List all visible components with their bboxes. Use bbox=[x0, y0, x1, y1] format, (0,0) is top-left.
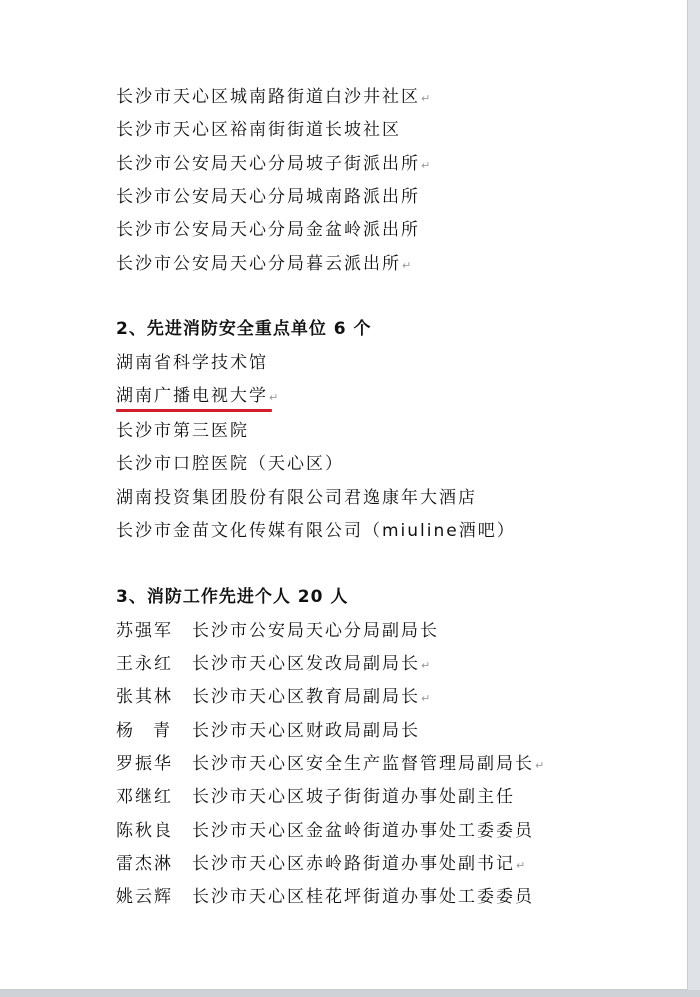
person-title: 长沙市公安局天心分局副局长 bbox=[192, 621, 439, 641]
list-item bbox=[116, 420, 249, 442]
paragraph-mark: ↵ bbox=[402, 259, 412, 272]
list-item bbox=[116, 453, 344, 475]
person-title: 长沙市天心区财政局副局长 bbox=[192, 721, 420, 741]
list-item-text: 长沙市公安局天心分局坡子街派出所 bbox=[116, 154, 420, 174]
person-name: 姚云辉 bbox=[116, 887, 173, 907]
person-name: 陈秋良 bbox=[116, 821, 173, 841]
paragraph-mark: ↵ bbox=[421, 692, 431, 705]
person-row bbox=[116, 686, 430, 710]
person-title: 长沙市天心区教育局副局长 bbox=[192, 687, 420, 707]
person-row bbox=[116, 620, 439, 642]
section-heading: 3、消防工作先进个人 20 人 bbox=[116, 587, 349, 607]
person-title: 长沙市天心区赤岭路街道办事处副书记 bbox=[192, 854, 515, 874]
section-heading: 2、先进消防安全重点单位 6 个 bbox=[116, 319, 372, 339]
person-name: 苏强军 bbox=[116, 621, 173, 641]
list-item bbox=[116, 352, 268, 374]
list-item bbox=[116, 487, 477, 509]
person-row bbox=[116, 886, 534, 908]
list-item-text: 长沙市公安局天心分局城南路派出所 bbox=[116, 187, 420, 207]
list-item bbox=[116, 86, 430, 110]
list-item-text: 长沙市金苗文化传媒有限公司（miuline酒吧） bbox=[116, 521, 516, 541]
list-item bbox=[116, 520, 516, 542]
person-name: 杨青 bbox=[116, 721, 190, 741]
person-name: 王永红 bbox=[116, 654, 173, 674]
list-item-text: 长沙市第三医院 bbox=[116, 421, 249, 441]
person-row bbox=[116, 653, 430, 677]
person-title: 长沙市天心区安全生产监督管理局副局长 bbox=[192, 754, 534, 774]
list-item-text: 长沙市口腔医院（天心区） bbox=[116, 454, 344, 474]
person-row bbox=[116, 720, 420, 742]
list-item-text: 长沙市天心区城南路街道白沙井社区 bbox=[116, 87, 420, 107]
page-bottom-edge bbox=[0, 990, 700, 997]
list-item bbox=[116, 153, 430, 177]
list-item-text: 湖南省科学技术馆 bbox=[116, 353, 268, 373]
paragraph-mark: ↵ bbox=[421, 659, 431, 672]
paragraph-mark: ↵ bbox=[421, 159, 431, 172]
paragraph-mark: ↵ bbox=[421, 92, 431, 105]
paragraph-mark: ↵ bbox=[516, 859, 526, 872]
list-item bbox=[116, 385, 278, 409]
person-row bbox=[116, 786, 515, 808]
list-item-text: 长沙市公安局天心分局金盆岭派出所 bbox=[116, 220, 420, 240]
list-item-text: 湖南投资集团股份有限公司君逸康年大酒店 bbox=[116, 488, 477, 508]
person-name: 罗振华 bbox=[116, 754, 173, 774]
list-item bbox=[116, 119, 401, 141]
person-title: 长沙市天心区坡子街街道办事处副主任 bbox=[192, 787, 515, 807]
person-row bbox=[116, 753, 544, 777]
person-name: 雷杰淋 bbox=[116, 854, 173, 874]
paragraph-mark: ↵ bbox=[269, 391, 279, 404]
red-underline bbox=[116, 409, 272, 412]
person-title: 长沙市天心区金盆岭街道办事处工委委员 bbox=[192, 821, 534, 841]
list-item-text: 长沙市天心区裕南街街道长坡社区 bbox=[116, 120, 401, 140]
list-item-text: 湖南广播电视大学 bbox=[116, 386, 268, 406]
list-item bbox=[116, 186, 420, 208]
list-item bbox=[116, 253, 411, 277]
person-name: 张其林 bbox=[116, 687, 173, 707]
paragraph-mark: ↵ bbox=[535, 759, 545, 772]
person-row bbox=[116, 853, 525, 877]
person-title: 长沙市天心区桂花坪街道办事处工委委员 bbox=[192, 887, 534, 907]
person-row bbox=[116, 820, 534, 842]
list-item-text: 长沙市公安局天心分局暮云派出所 bbox=[116, 254, 401, 274]
person-name: 邓继红 bbox=[116, 787, 173, 807]
person-title: 长沙市天心区发改局副局长 bbox=[192, 654, 420, 674]
list-item bbox=[116, 219, 420, 241]
